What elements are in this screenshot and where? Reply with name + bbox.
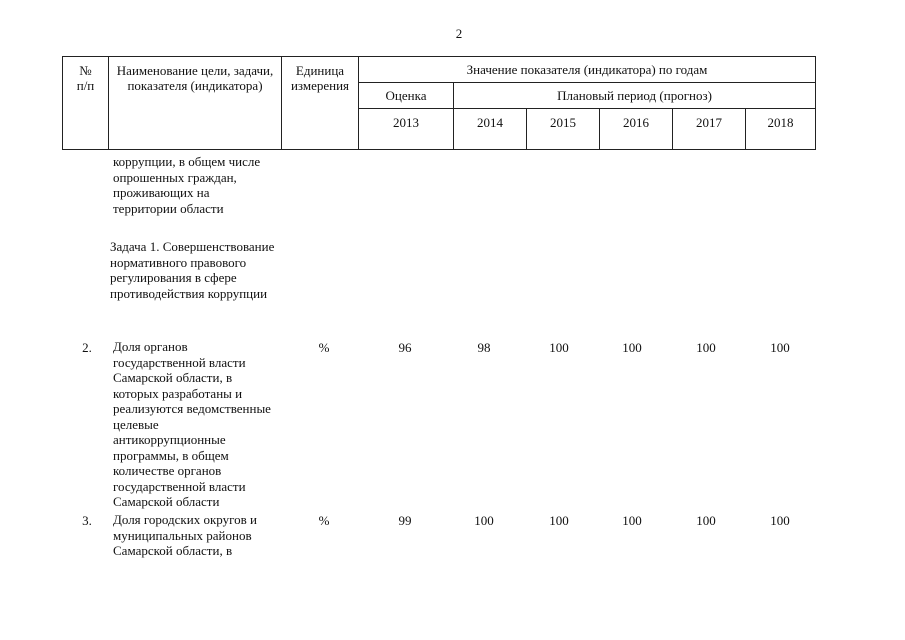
col-number-header: № п/п (63, 57, 109, 150)
row-number: 2. (82, 340, 92, 355)
continuation-text: коррупции, в общем числе опрошенных граждан, проживающих на территории области (113, 154, 261, 216)
col-name-header: Наименование цели, задачи, показателя (индикатора) (109, 57, 282, 150)
row-value: 98 (477, 340, 491, 355)
row-value: 100 (622, 513, 642, 528)
row-unit: % (318, 513, 330, 528)
task-text: Задача 1. Совершенствование нормативного правового регулирования в сфере противодействия коррупции (110, 239, 275, 301)
row-number: 3. (82, 513, 92, 528)
col-values-header: Значение показателя (индикатора) по годам (359, 57, 816, 83)
year-header: 2018 (746, 109, 816, 150)
year-header: 2017 (673, 109, 746, 150)
row-value: 100 (549, 340, 569, 355)
col-estimate-header: Оценка (359, 83, 454, 109)
page-number: 2 (455, 26, 463, 41)
col-unit-header: Единица измерения (282, 57, 359, 150)
row-value: 100 (770, 513, 790, 528)
year-header: 2013 (359, 109, 454, 150)
year-header: 2015 (527, 109, 600, 150)
row-value: 100 (474, 513, 494, 528)
row-name: Доля городских округов и муниципальных районов Самарской области, в (113, 512, 257, 558)
row-name: Доля органов государственной власти Самарской области, в которых разработаны и реализуются ведомственные целевые антикоррупционные программы, в общем количестве органов государственной власти Самарской области (113, 339, 271, 509)
row-value: 100 (622, 340, 642, 355)
year-header: 2014 (454, 109, 527, 150)
row-value: 100 (696, 340, 716, 355)
col-plan-header: Плановый период (прогноз) (454, 83, 816, 109)
row-value: 96 (398, 340, 412, 355)
row-value: 100 (549, 513, 569, 528)
row-value: 100 (696, 513, 716, 528)
year-header: 2016 (600, 109, 673, 150)
row-unit: % (318, 340, 330, 355)
row-value: 99 (398, 513, 412, 528)
row-value: 100 (770, 340, 790, 355)
